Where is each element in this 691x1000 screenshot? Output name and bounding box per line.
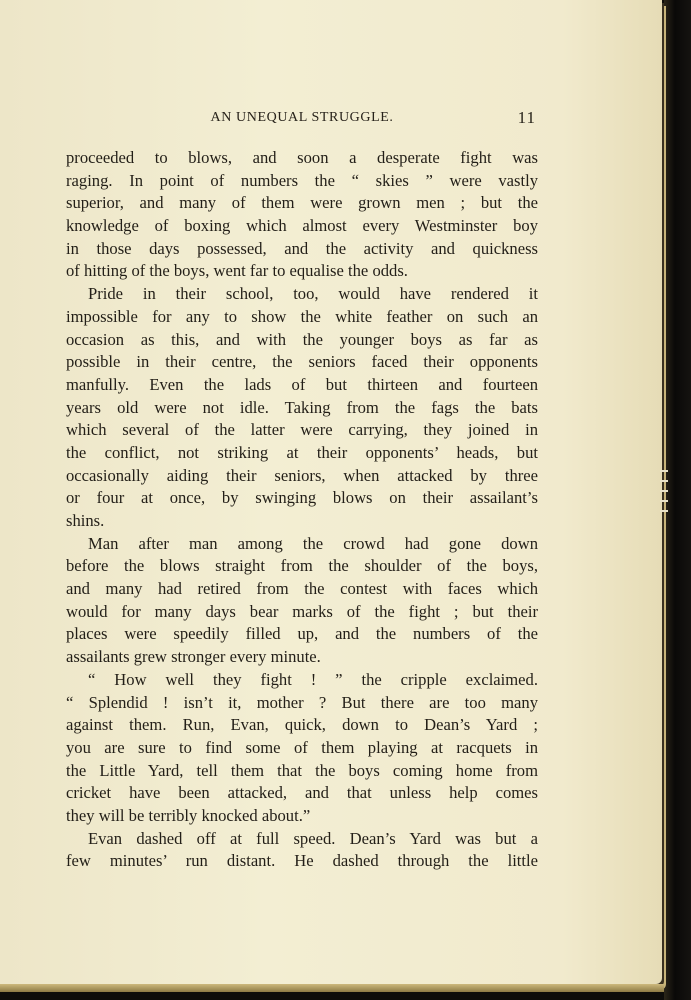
text-line: you are sure to find some of them playing at racquets in [66,737,538,757]
text-line: occasion as this, and with the younger boys as far as [66,329,538,349]
text-line: years old were not idle. Taking from the fags the bats [66,397,538,417]
text-line: Evan dashed off at full speed. Dean’s Yard was but a [88,828,538,848]
text-line: of hitting of the boys, went far to equalise the odds. [66,261,408,281]
text-line: cricket have been attacked, and that unless help comes [66,783,538,803]
text-line: knowledge of boxing which almost every Westminster boy [66,216,538,236]
text-line: few minutes’ run distant. He dashed through the little [66,851,538,871]
text-line: proceeded to blows, and soon a desperate fight was [66,148,538,167]
text-line: manfully. Even the lads of but thirteen and fourteen [66,374,538,394]
page-header [66,110,538,132]
text-line: which several of the latter were carrying, they joined in [66,420,538,440]
text-line: shins. [66,511,105,530]
text-line: Pride in their school, too, would have rendered it [88,284,538,304]
spine-mark [660,470,668,472]
text-line: Man after man among the crowd had gone down [88,533,538,553]
spine-mark [660,510,668,512]
text-line: or four at once, by swinging blows on their assailant’s [66,488,538,508]
text-line: possible in their centre, the seniors faced their opponents [66,352,538,372]
body-text [66,147,538,873]
book-spine [664,0,691,1000]
text-line: “ How well they fight ! ” the cripple exclaimed. [88,669,538,689]
text-line: superior, and many of them were grown men ; but the [66,193,538,213]
text-line: and many had retired from the contest with faces which [66,579,538,599]
text-line: in those days possessed, and the activity and quickness [66,238,538,258]
text-line: assailants grew stronger every minute. [66,647,321,667]
page-number: 11 [517,108,536,127]
text-line: would for many days bear marks of the fight ; but their [66,601,538,621]
running-title: AN UNEQUAL STRUGGLE. [210,110,394,125]
text-line: places were speedily filled up, and the numbers of the [66,624,538,644]
text-line: before the blows straight from the shoulder of the boys, [66,556,538,576]
text-line: raging. In point of numbers the “ skies ” were vastly [66,170,538,190]
text-line: they will be terribly knocked about.” [66,805,311,825]
text-line: the Little Yard, tell them that the boys coming home from [66,760,538,780]
text-line: against them. Run, Evan, quick, down to Dean’s Yard ; [66,715,538,735]
text-line: impossible for any to show the white feather on such an [66,306,538,326]
spine-mark [660,480,668,482]
spine-mark [660,490,668,492]
text-line: occasionally aiding their seniors, when attacked by three [66,465,538,485]
text-line: “ Splendid ! isn’t it, mother ? But there are too many [66,692,538,712]
text-line: the conflict, not striking at their opponents’ heads, but [66,442,538,462]
page-bottom-edge [0,984,664,992]
spine-mark [660,500,668,502]
